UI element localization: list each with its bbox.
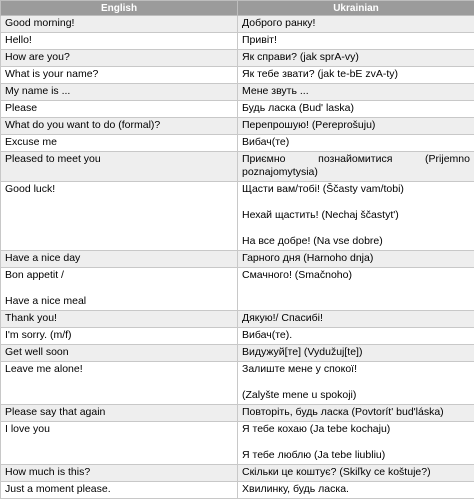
table-row <box>1 465 474 482</box>
table-row <box>1 422 474 465</box>
english-text: Thank you! <box>5 312 233 325</box>
ukrainian-text: Як справи? (jak sprA-vy) <box>242 51 470 64</box>
table-row <box>1 84 474 101</box>
ukrainian-cell <box>238 16 474 33</box>
ukrainian-text: Привіт! <box>242 34 470 47</box>
english-text: I love you <box>5 423 233 436</box>
ukrainian-text: Видужуй[те] (Vydužuj[te]) <box>242 346 470 359</box>
ukrainian-text: (Zalyšte mene u spokoji) <box>242 389 470 402</box>
ukrainian-text: Гарного дня (Harnoho dnja) <box>242 252 470 265</box>
header-row <box>1 1 474 16</box>
english-cell <box>1 182 238 251</box>
english-cell <box>1 118 238 135</box>
english-cell <box>1 311 238 328</box>
ukrainian-cell <box>238 50 474 67</box>
ukrainian-text: Повторіть, будь ласка (Povtorít' bud'láska) <box>242 406 470 419</box>
english-cell <box>1 84 238 101</box>
ukrainian-cell <box>238 328 474 345</box>
ukrainian-text <box>242 222 470 235</box>
english-cell <box>1 33 238 50</box>
ukrainian-text: Будь ласка (Bud' laska) <box>242 102 470 115</box>
table-row <box>1 328 474 345</box>
english-cell <box>1 345 238 362</box>
ukrainian-cell <box>238 84 474 101</box>
english-text: Please say that again <box>5 406 233 419</box>
ukrainian-cell <box>238 152 474 182</box>
ukrainian-cell <box>238 482 474 499</box>
english-text: Excuse me <box>5 136 233 149</box>
table-row <box>1 135 474 152</box>
table-row <box>1 311 474 328</box>
table-row <box>1 268 474 311</box>
table-row <box>1 118 474 135</box>
ukrainian-cell <box>238 251 474 268</box>
table-row <box>1 101 474 118</box>
ukrainian-cell <box>238 182 474 251</box>
english-text: Have a nice day <box>5 252 233 265</box>
table-row <box>1 67 474 84</box>
ukrainian-text: Дякую!/ Спасибі! <box>242 312 470 325</box>
ukrainian-cell <box>238 345 474 362</box>
header-ukrainian: Ukrainian <box>238 1 474 16</box>
table-row <box>1 16 474 33</box>
ukrainian-text: Приємно познайомитися (Prijemno <box>242 153 470 166</box>
ukrainian-text: Вибач(те) <box>242 136 470 149</box>
english-text: Bon appetit / <box>5 269 233 282</box>
english-cell <box>1 135 238 152</box>
english-cell <box>1 67 238 84</box>
ukrainian-text: Я тебе люблю (Ja tebe liubliu) <box>242 449 470 462</box>
table-row <box>1 405 474 422</box>
english-text: Hello! <box>5 34 233 47</box>
english-text: Pleased to meet you <box>5 153 233 166</box>
english-text <box>5 282 233 295</box>
english-text: How are you? <box>5 51 233 64</box>
english-cell <box>1 16 238 33</box>
english-cell <box>1 251 238 268</box>
ukrainian-cell <box>238 135 474 152</box>
ukrainian-text: Скільки це коштує? (Skiľky ce koštuje?) <box>242 466 470 479</box>
english-text: My name is ... <box>5 85 233 98</box>
ukrainian-cell <box>238 422 474 465</box>
ukrainian-cell <box>238 268 474 311</box>
table-row <box>1 50 474 67</box>
ukrainian-text: На все добре! (Na vse dobre) <box>242 235 470 248</box>
ukrainian-text <box>242 436 470 449</box>
ukrainian-cell <box>238 311 474 328</box>
phrase-rows <box>1 16 474 499</box>
ukrainian-text: Вибач(те). <box>242 329 470 342</box>
ukrainian-cell <box>238 33 474 50</box>
english-text: Good morning! <box>5 17 233 30</box>
english-cell <box>1 328 238 345</box>
english-text: Good luck! <box>5 183 233 196</box>
ukrainian-text: Хвилинку, будь ласка. <box>242 483 470 496</box>
english-text: What is your name? <box>5 68 233 81</box>
ukrainian-text: poznajomytysia) <box>242 166 470 179</box>
header-english: English <box>1 1 238 16</box>
english-cell <box>1 465 238 482</box>
ukrainian-text: Залиште мене у спокої! <box>242 363 470 376</box>
ukrainian-text: Як тебе звати? (jak te-bE zvA-ty) <box>242 68 470 81</box>
english-cell <box>1 50 238 67</box>
ukrainian-text: Перепрошую! (Pereprošuju) <box>242 119 470 132</box>
english-text: Have a nice meal <box>5 295 233 308</box>
english-text: How much is this? <box>5 466 233 479</box>
table-row <box>1 33 474 50</box>
ukrainian-text: Доброго ранку! <box>242 17 470 30</box>
english-cell <box>1 405 238 422</box>
ukrainian-cell <box>238 118 474 135</box>
table-row <box>1 345 474 362</box>
table-row <box>1 251 474 268</box>
ukrainian-text: Я тебе кохаю (Ja tebe kochaju) <box>242 423 470 436</box>
english-text: What do you want to do (formal)? <box>5 119 233 132</box>
ukrainian-cell <box>238 362 474 405</box>
english-cell <box>1 362 238 405</box>
ukrainian-cell <box>238 101 474 118</box>
english-cell <box>1 152 238 182</box>
english-text: Please <box>5 102 233 115</box>
table-row <box>1 152 474 182</box>
ukrainian-text: Щасти вам/тобі! (Ščasty vam/tobi) <box>242 183 470 196</box>
ukrainian-text: Нехай щастить! (Nechaj ščastyt') <box>242 209 470 222</box>
english-cell <box>1 268 238 311</box>
english-text: Just a moment please. <box>5 483 233 496</box>
table-row <box>1 482 474 499</box>
ukrainian-text <box>242 196 470 209</box>
english-cell <box>1 422 238 465</box>
english-text: I'm sorry. (m/f) <box>5 329 233 342</box>
ukrainian-cell <box>238 465 474 482</box>
ukrainian-cell <box>238 67 474 84</box>
table-row <box>1 182 474 251</box>
english-cell <box>1 101 238 118</box>
ukrainian-cell <box>238 405 474 422</box>
ukrainian-text: Мене звуть ... <box>242 85 470 98</box>
ukrainian-text: Смачного! (Smačnoho) <box>242 269 470 282</box>
english-text: Get well soon <box>5 346 233 359</box>
english-text: Leave me alone! <box>5 363 233 376</box>
english-cell <box>1 482 238 499</box>
table-row <box>1 362 474 405</box>
ukrainian-text <box>242 376 470 389</box>
